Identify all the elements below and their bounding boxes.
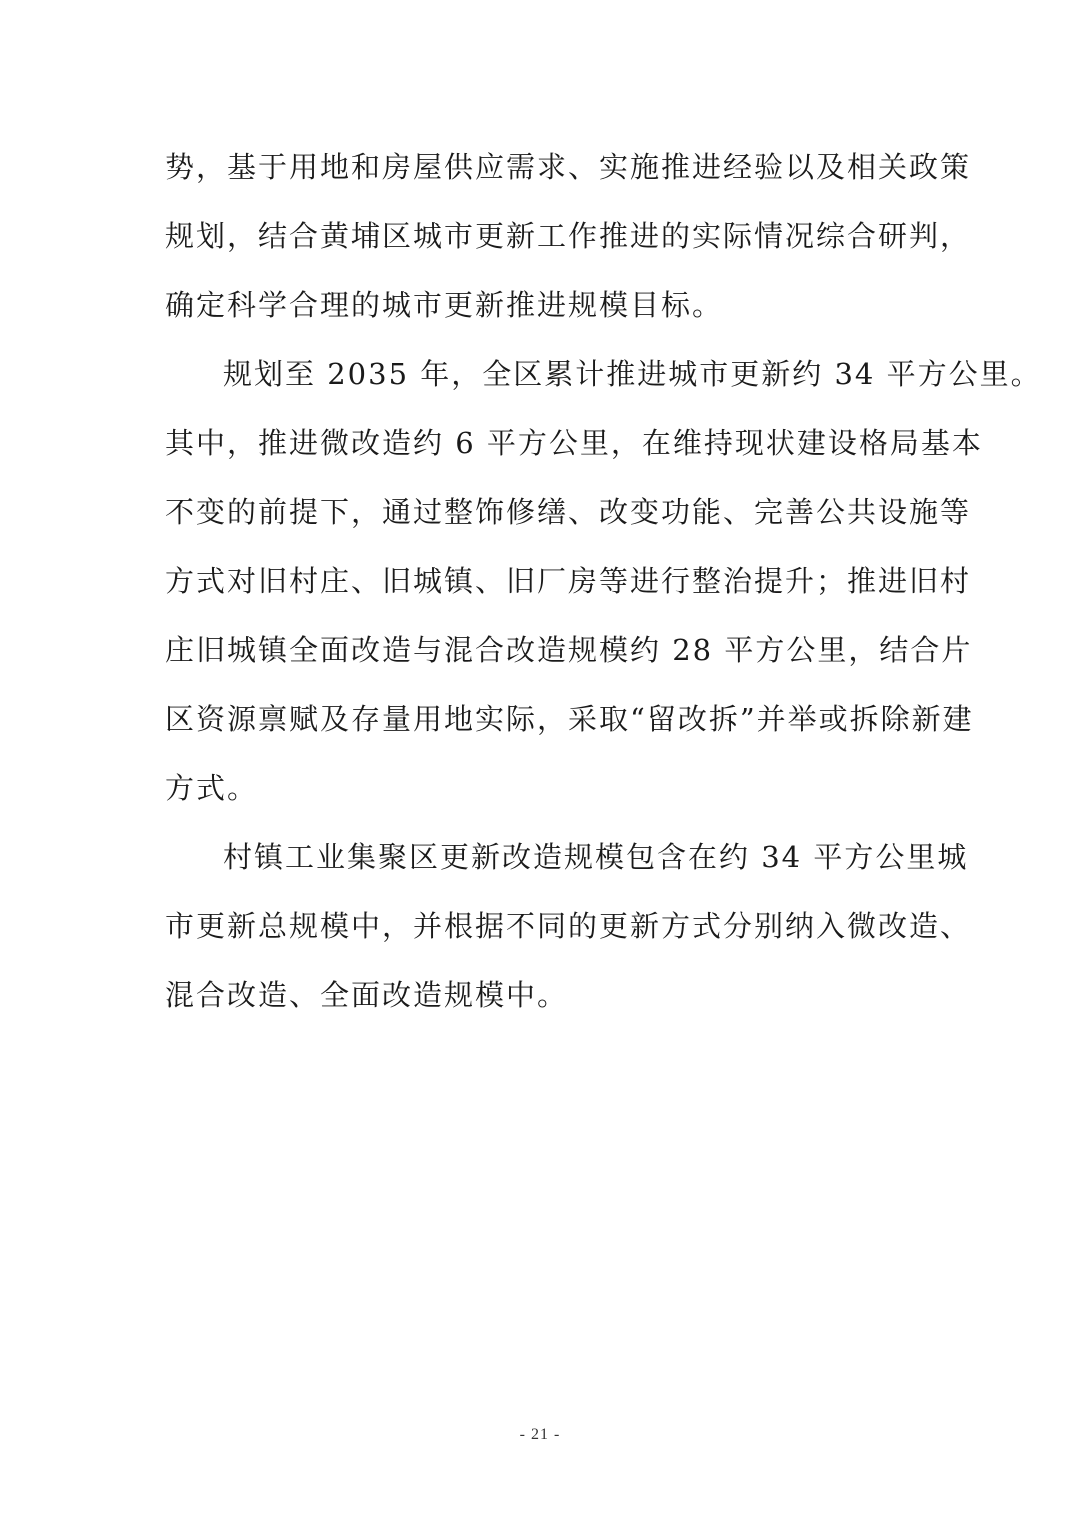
- text-line: 区资源禀赋及存量用地实际，采取“留改拆”并举或拆除新建: [165, 702, 974, 736]
- text-line: 其中，推进微改造约 6 平方公里，在维持现状建设格局基本: [165, 426, 983, 460]
- text-line: 市更新总规模中，并根据不同的更新方式分别纳入微改造、: [165, 909, 972, 943]
- body-text: [165, 140, 1042, 1037]
- text-line: 村镇工业集聚区更新改造规模包含在约 34 平方公里城: [223, 840, 969, 874]
- text-line: 势，基于用地和房屋供应需求、实施推进经验以及相关政策: [165, 150, 972, 184]
- text-line: 庄旧城镇全面改造与混合改造规模约 28 平方公里，结合片: [165, 633, 973, 667]
- page-number: - 21 -: [519, 1426, 561, 1443]
- text-line: 不变的前提下，通过整饰修缮、改变功能、完善公共设施等: [165, 495, 972, 529]
- text-line: 方式对旧村庄、旧城镇、旧厂房等进行整治提升；推进旧村: [165, 564, 972, 598]
- text-line: 方式。: [165, 771, 259, 805]
- text-line: 混合改造、全面改造规模中。: [165, 978, 569, 1012]
- text-line: 规划，结合黄埔区城市更新工作推进的实际情况综合研判，: [165, 219, 972, 253]
- text-line: 规划至 2035 年，全区累计推进城市更新约 34 平方公里。: [223, 357, 1042, 391]
- text-line: 确定科学合理的城市更新推进规模目标。: [165, 288, 724, 322]
